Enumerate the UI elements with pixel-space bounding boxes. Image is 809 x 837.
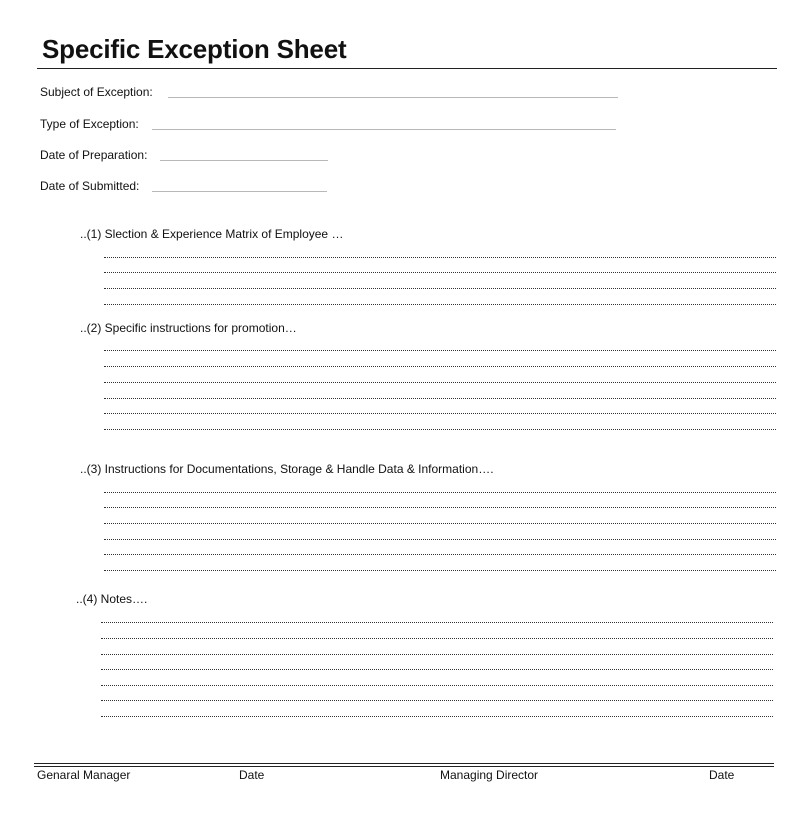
- subject-label: Subject of Exception:: [40, 85, 153, 99]
- section-3-line[interactable]: [104, 570, 776, 571]
- section-4-line[interactable]: [101, 716, 773, 717]
- type-label: Type of Exception:: [40, 117, 139, 131]
- section-1-line[interactable]: [104, 272, 776, 273]
- footer-divider: [34, 766, 774, 767]
- section-2-line[interactable]: [104, 398, 776, 399]
- section-2-line[interactable]: [104, 429, 776, 430]
- submitted-date-field[interactable]: [152, 191, 327, 192]
- title-divider: [37, 68, 777, 69]
- section-1-line[interactable]: [104, 288, 776, 289]
- general-manager-date-label: Date: [239, 768, 265, 782]
- footer-divider: [34, 763, 774, 764]
- section-1-line[interactable]: [104, 304, 776, 305]
- page-title: Specific Exception Sheet: [42, 34, 347, 64]
- section-2-line[interactable]: [104, 382, 776, 383]
- section-4-title: ..(4) Notes….: [76, 592, 148, 606]
- general-manager-signature-label: Genaral Manager: [37, 768, 131, 782]
- section-4-line[interactable]: [101, 669, 773, 670]
- section-4-line[interactable]: [101, 654, 773, 655]
- section-2-line[interactable]: [104, 413, 776, 414]
- section-4-line[interactable]: [101, 685, 773, 686]
- section-2-title: ..(2) Specific instructions for promotion…: [80, 321, 297, 335]
- section-3-line[interactable]: [104, 492, 776, 493]
- section-4-line[interactable]: [101, 638, 773, 639]
- section-3-line[interactable]: [104, 523, 776, 524]
- managing-director-date-label: Date: [709, 768, 735, 782]
- section-3-line[interactable]: [104, 507, 776, 508]
- submitted-date-label: Date of Submitted:: [40, 179, 140, 193]
- section-1-title: ..(1) Slection & Experience Matrix of Employee …: [80, 227, 344, 241]
- section-4-line[interactable]: [101, 700, 773, 701]
- preparation-date-field[interactable]: [160, 160, 328, 161]
- subject-field[interactable]: [168, 97, 618, 98]
- type-field[interactable]: [152, 129, 616, 130]
- managing-director-signature-label: Managing Director: [440, 768, 539, 782]
- section-1-line[interactable]: [104, 257, 776, 258]
- section-2-line[interactable]: [104, 366, 776, 367]
- preparation-date-label: Date of Preparation:: [40, 148, 148, 162]
- section-3-title: ..(3) Instructions for Documentations, Storage & Handle Data & Information….: [80, 462, 494, 476]
- section-3-line[interactable]: [104, 554, 776, 555]
- section-4-line[interactable]: [101, 622, 773, 623]
- section-2-line[interactable]: [104, 350, 776, 351]
- section-3-line[interactable]: [104, 539, 776, 540]
